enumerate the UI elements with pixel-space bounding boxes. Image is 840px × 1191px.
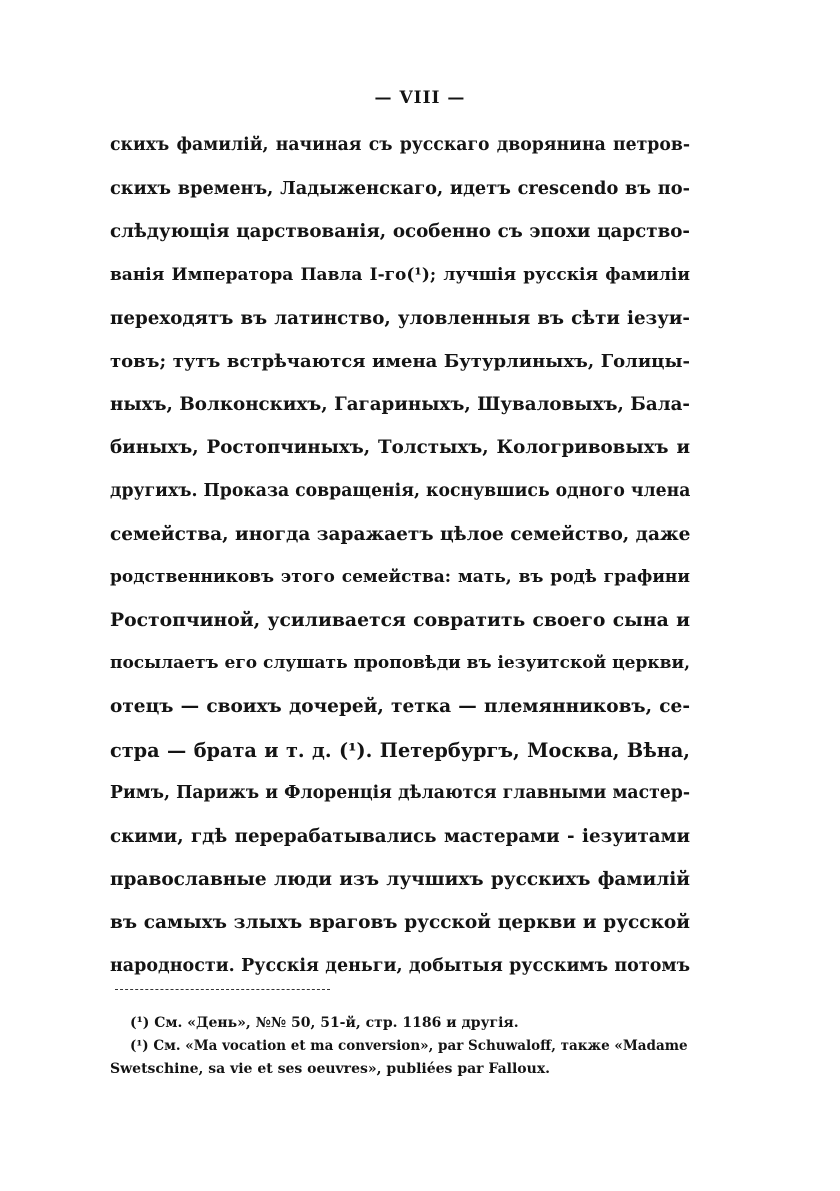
text-line: стра — брата и т. д. (¹). Петербургъ, Москва, Вѣна, — [110, 738, 690, 762]
page-number: — VIII — — [374, 88, 466, 108]
text-line: слѣдующія царствованія, особенно съ эпохи царство- — [110, 221, 690, 243]
footnotes — [110, 1012, 690, 1081]
text-line: въ самыхъ злыхъ враговъ русской церкви и русской — [110, 912, 690, 934]
text-line: народности. Русскія деньги, добытыя русскимъ потомъ — [110, 955, 690, 976]
text-line: родственниковъ этого семейства: мать, въ родѣ графини — [110, 566, 690, 587]
text-line: семейства, иногда заражаетъ цѣлое семейство, даже — [110, 523, 690, 545]
text-line: Ростопчиной, усиливается совратить своего сына и — [110, 609, 690, 632]
text-line: ванія Императора Павла I-го(¹); лучшія русскія фамиліи — [110, 264, 690, 285]
text-line: биныхъ, Ростопчиныхъ, Толстыхъ, Кологривовыхъ и — [110, 437, 690, 459]
text-line: отецъ — своихъ дочерей, тетка — племянниковъ, се- — [110, 696, 690, 718]
text-line: переходятъ въ латинство, уловленныя въ сѣти іезуи- — [110, 307, 690, 329]
body-text — [110, 124, 690, 988]
text-line: ныхъ, Волконскихъ, Гагариныхъ, Шуваловыхъ, Бала- — [110, 394, 690, 416]
text-line: скими, гдѣ перерабатывались мастерами - іезуитами — [110, 826, 690, 847]
footnote-divider — [115, 989, 330, 990]
text-line: скихъ фамилій, начиная съ русскаго дворянина петров- — [110, 135, 690, 155]
footnote: (¹) См. «День», №№ 50, 51-й, стр. 1186 и другія. — [130, 1015, 519, 1031]
footnote-continuation: Swetschine, sa vie et ses oeuvres», publiées par Falloux. — [110, 1061, 551, 1077]
text-line: Римъ, Парижъ и Флоренція дѣлаются главными мастер- — [110, 782, 690, 803]
text-line: скихъ временъ, Ладыженскаго, идетъ crescendo въ по- — [110, 178, 690, 200]
text-line: посылаетъ его слушать проповѣди въ іезуитской церкви, — [110, 653, 690, 674]
footnote: (¹) См. «Ma vocation et ma conversion», par Schuwaloff, также «Madame — [130, 1038, 688, 1054]
text-line: товъ; тутъ встрѣчаются имена Бутурлиныхъ, Голицы- — [110, 350, 690, 372]
text-line: православные люди изъ лучшихъ русскихъ фамилій — [110, 869, 690, 891]
text-line: другихъ. Проказа совращенія, коснувшись одного члена — [110, 480, 690, 501]
